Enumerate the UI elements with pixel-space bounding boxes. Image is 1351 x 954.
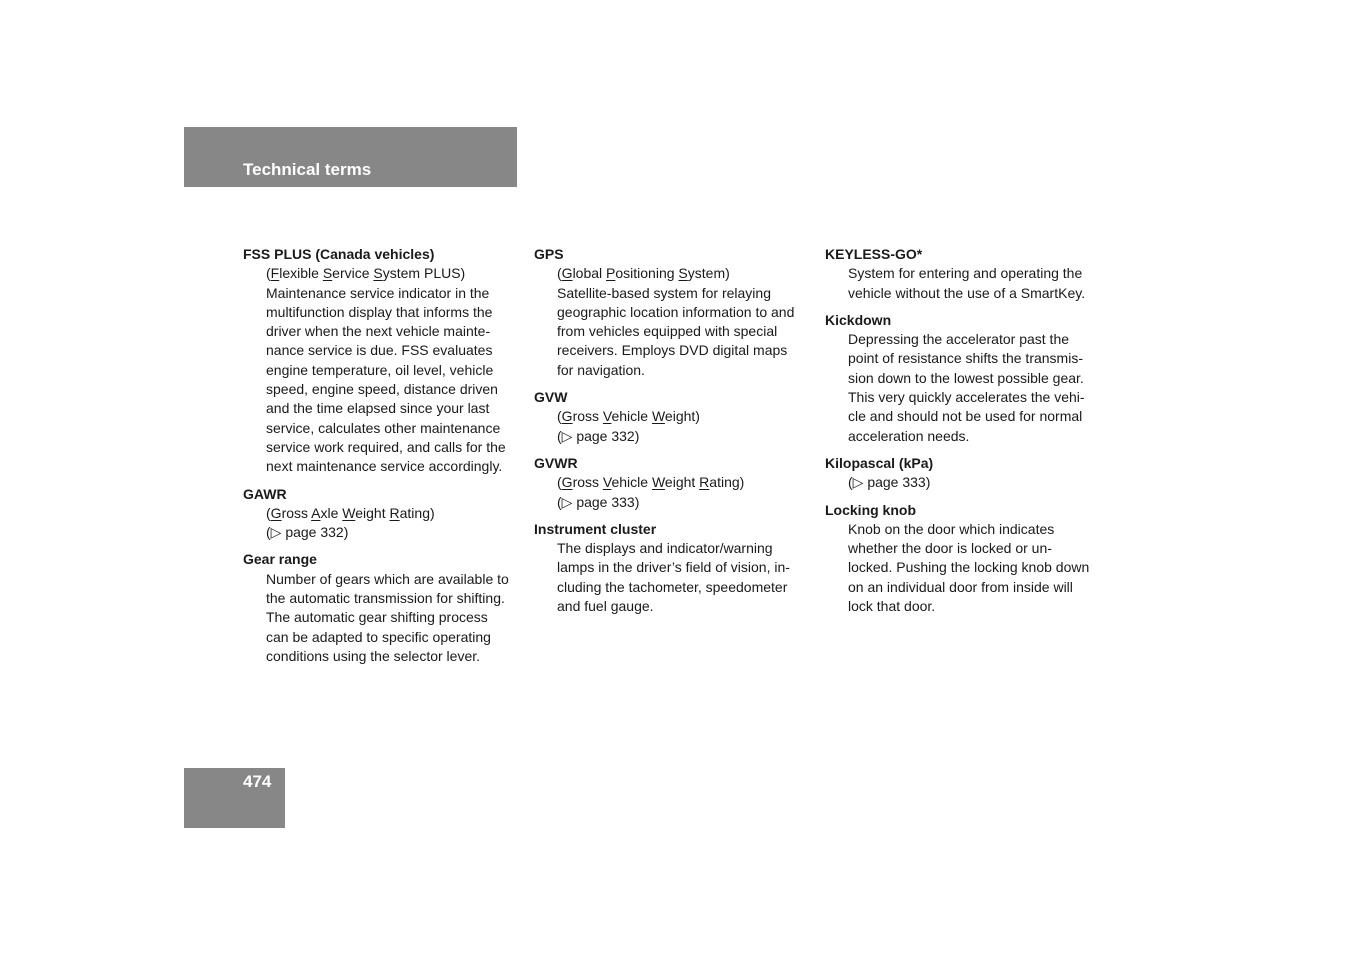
glossary-term: GVW [534, 389, 568, 406]
glossary-term: GVWR [534, 454, 578, 471]
definition-line: Depressing the accelerator past the [848, 331, 1070, 348]
glossary-term: GAWR [243, 485, 287, 502]
definition-line: multifunction display that informs the [266, 303, 493, 320]
definition-line: whether the door is locked or un- [848, 540, 1052, 557]
glossary-term: Kickdown [825, 311, 892, 328]
definition-line: driver when the next vehicle mainte- [266, 323, 491, 340]
glossary-column-2 [534, 245, 812, 624]
definition-line: This very quickly accelerates the vehi- [848, 389, 1085, 406]
definition-line: from vehicles equipped with special [557, 323, 778, 340]
page-number: 474 [243, 772, 272, 791]
glossary-column-1 [243, 245, 523, 674]
definition-line: (▷ page 332) [557, 427, 640, 444]
definition-line: and fuel gauge. [557, 598, 654, 615]
definition-line: sion down to the lowest possible gear. [848, 369, 1084, 386]
glossary-definition [243, 570, 523, 666]
definition-line: geographic location information to and [557, 303, 795, 320]
glossary-term: KEYLESS-GO* [825, 246, 923, 262]
definition-line: next maintenance service accordingly. [266, 458, 503, 475]
glossary-definition [243, 504, 523, 543]
definition-line: (Gross Vehicle Weight Rating) [557, 474, 745, 491]
glossary-definition [534, 407, 812, 446]
glossary-term: GPS [534, 246, 564, 262]
glossary-definition [825, 520, 1105, 616]
definition-line: engine temperature, oil level, vehicle [266, 361, 494, 378]
page-number-box [184, 768, 285, 828]
definition-line: (Flexible Service System PLUS) [266, 265, 466, 282]
glossary-term: Instrument cluster [534, 520, 657, 537]
definition-line: speed, engine speed, distance driven [266, 381, 498, 398]
definition-line: and the time elapsed since your last [266, 400, 490, 417]
definition-line: Number of gears which are available to [266, 570, 509, 587]
glossary-column-3 [825, 245, 1105, 624]
glossary-definition [825, 473, 1105, 492]
definition-line: receivers. Employs DVD digital maps [557, 342, 788, 359]
glossary-term: Locking knob [825, 501, 916, 518]
page-title: Technical terms [243, 160, 372, 179]
definition-line: locked. Pushing the locking knob down [848, 559, 1090, 576]
definition-line: lock that door. [848, 598, 936, 615]
definition-line: for navigation. [557, 361, 645, 378]
glossary-definition [825, 330, 1105, 446]
glossary-definition [825, 264, 1105, 303]
definition-line: Knob on the door which indicates [848, 520, 1055, 537]
definition-line: (Global Positioning System) [557, 265, 730, 282]
definition-line: vehicle without the use of a SmartKey. [848, 284, 1086, 301]
definition-line: cluding the tachometer, speedometer [557, 578, 788, 595]
glossary-definition [534, 264, 812, 380]
glossary-definition [534, 539, 812, 616]
definition-line: conditions using the selector lever. [266, 647, 481, 664]
definition-line: The automatic gear shifting process [266, 609, 488, 626]
glossary-term: Kilopascal (kPa) [825, 454, 934, 471]
definition-line: service work required, and calls for the [266, 438, 506, 455]
definition-line: acceleration needs. [848, 427, 970, 444]
definition-line: cle and should not be used for normal [848, 408, 1083, 425]
definition-line: System for entering and operating the [848, 265, 1083, 282]
header-bar [184, 127, 517, 187]
glossary-definition [534, 473, 812, 512]
definition-line: on an individual door from inside will [848, 578, 1073, 595]
definition-line: nance service is due. FSS evaluates [266, 342, 493, 359]
glossary-term: FSS PLUS (Canada vehicles) [243, 246, 435, 262]
definition-line: (Gross Vehicle Weight) [557, 408, 700, 425]
definition-line: The displays and indicator/warning [557, 540, 773, 557]
definition-line: Maintenance service indicator in the [266, 284, 490, 301]
definition-line: (Gross Axle Weight Rating) [266, 504, 435, 521]
definition-line: service, calculates other maintenance [266, 419, 501, 436]
definition-line: Satellite-based system for relaying [557, 284, 771, 301]
definition-line: can be adapted to specific operating [266, 628, 491, 645]
definition-line: (▷ page 333) [557, 493, 640, 510]
glossary-definition [243, 264, 523, 476]
definition-line: the automatic transmission for shifting. [266, 590, 505, 607]
glossary-term: Gear range [243, 551, 317, 568]
definition-line: (▷ page 332) [266, 524, 349, 541]
definition-line: lamps in the driver’s field of vision, in- [557, 559, 790, 576]
definition-line: point of resistance shifts the transmis- [848, 350, 1083, 367]
definition-line: (▷ page 333) [848, 474, 931, 491]
